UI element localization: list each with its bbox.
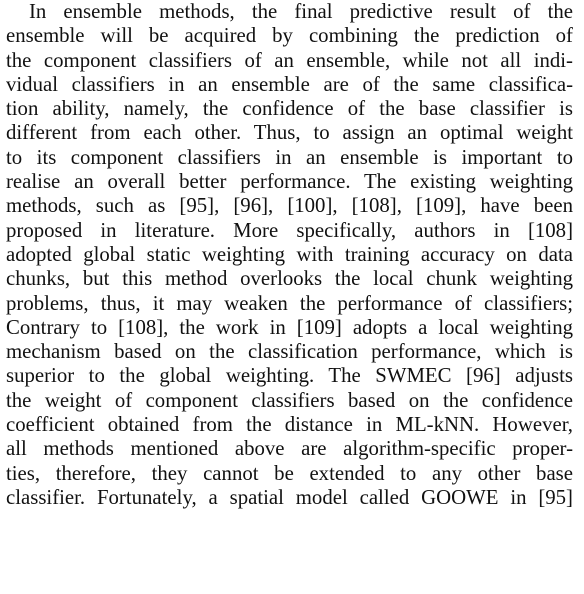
paragraph-line: Contrary to [108], the work in [109] adopts a local weighting [6, 315, 573, 339]
paragraph-line: mechanism based on the classification performance, which is [6, 340, 573, 364]
paragraph-line: tion ability, namely, the confidence of the base classifier is [6, 97, 573, 121]
paragraph-line: ties, therefore, they cannot be extended to any other base [6, 461, 573, 485]
paragraph-line: different from each other. Thus, to assign an optimal weight [6, 121, 573, 145]
paragraph-line: In ensemble methods, the final predictive result of the [29, 0, 573, 23]
paragraph-line: classifier. Fortunately, a spatial model called GOOWE in [95] [6, 485, 573, 509]
paragraph-line: proposed in literature. More specifically, authors in [108] [6, 218, 573, 242]
paragraph-line: methods, such as [95], [96], [100], [108], [109], have been [6, 194, 573, 218]
paragraph-line: all methods mentioned above are algorithm-specific proper- [6, 437, 573, 461]
paragraph-line: problems, thus, it may weaken the performance of classifiers; [6, 291, 573, 315]
paragraph-line: chunks, but this method overlooks the local chunk weighting [6, 267, 573, 291]
paragraph-line: the weight of component classifiers based on the confidence [6, 388, 573, 412]
paragraph-line: realise an overall better performance. The existing weighting [6, 170, 573, 194]
paragraph-line: vidual classifiers in an ensemble are of the same classifica- [6, 72, 573, 96]
paragraph-line: the component classifiers of an ensemble, while not all indi- [6, 48, 573, 72]
paragraph-line: coefficient obtained from the distance in ML-kNN. However, [6, 413, 573, 437]
paragraph-line: ensemble will be acquired by combining the prediction of [6, 24, 573, 48]
paragraph-line: to its component classifiers in an ensemble is important to [6, 145, 573, 169]
body-paragraph [6, 0, 573, 510]
paragraph-line: adopted global static weighting with training accuracy on data [6, 242, 573, 266]
paragraph-line: superior to the global weighting. The SWMEC [96] adjusts [6, 364, 573, 388]
